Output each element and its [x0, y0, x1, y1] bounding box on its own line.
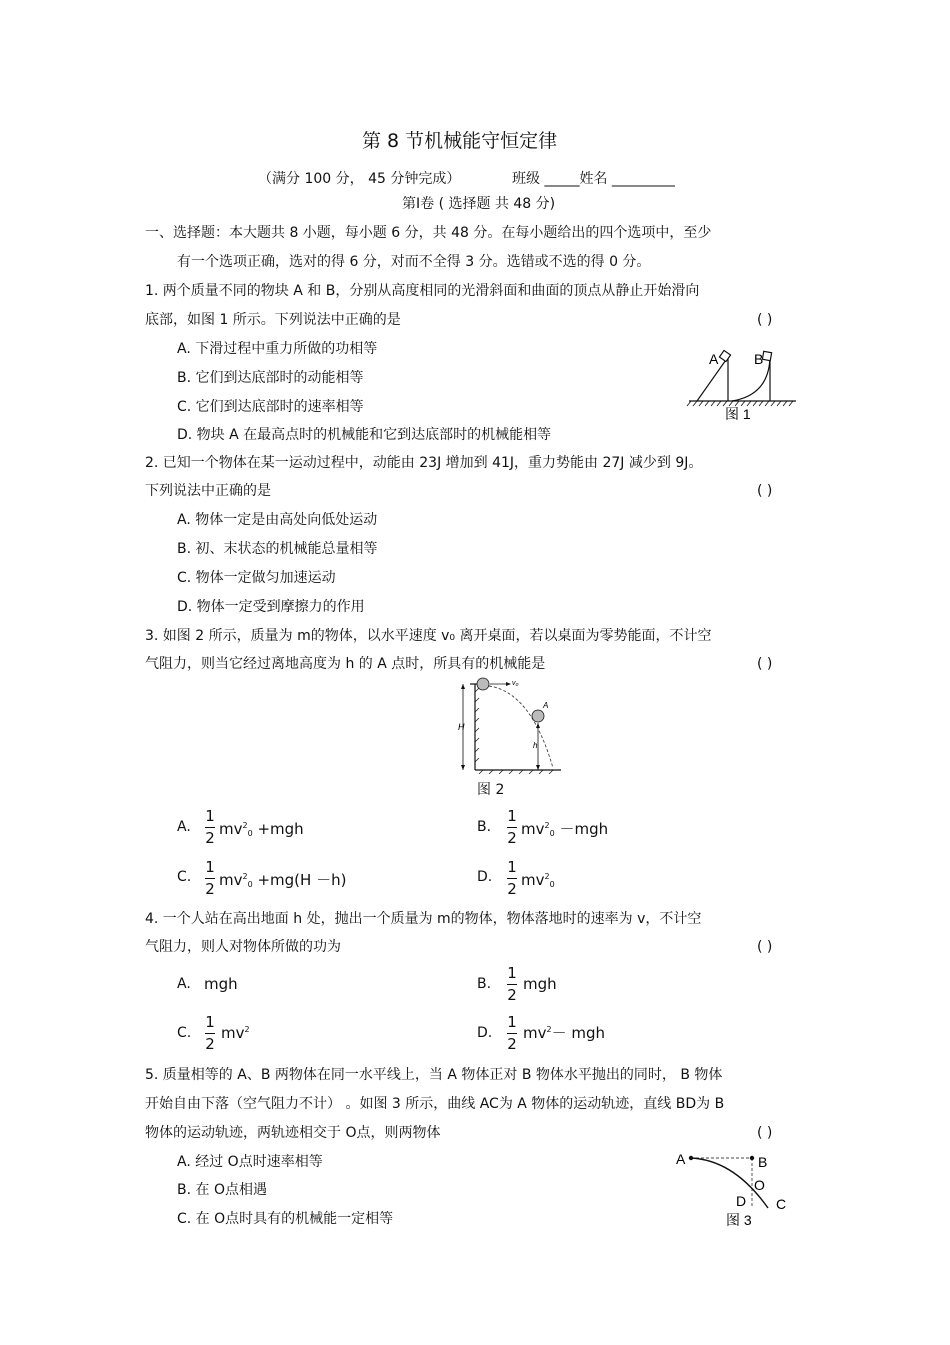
figure-3-trajectories — [672, 1148, 792, 1232]
q5-option-a: A. 经过 O点时速率相等 — [177, 1154, 323, 1170]
section-intro-line2: 有一个选项正确，选对的得 6 分，对而不全得 3 分。选错或不选的得 0 分。 — [177, 254, 651, 270]
q4-option-a-expression: mgh — [204, 975, 238, 993]
q4-option-c-letter: C. — [177, 1025, 192, 1041]
fig3-label-a: A — [676, 1151, 686, 1167]
q1-option-b: B. 它们到达底部时的动能相等 — [177, 370, 364, 386]
q5-stem-line3: 物体的运动轨迹，两轨迹相交于 O点，则两物体 — [145, 1125, 441, 1141]
q3-option-b-expression: $mv^2_0 -mgh$ — [521, 820, 609, 838]
q4-stem-line2: 气阻力，则人对物体所做的功为 — [145, 939, 341, 955]
q3-option-b-letter: B. — [477, 819, 492, 835]
fig2-label-a: A — [543, 701, 549, 710]
q3-option-c-fraction — [205, 860, 215, 897]
fig2-wall-hatch — [475, 688, 479, 762]
q2-stem-line1: 2. 已知一个物体在某一运动过程中，动能由 23J 增加到 41J，重力势能由 27J 减少到 9J。 — [145, 455, 703, 471]
q4-option-d-fraction — [507, 1015, 517, 1052]
figure-2-projectile-off-table — [455, 672, 565, 774]
fig1-block-a — [719, 350, 730, 361]
class-name-field: 班级 _____姓名 _________ — [512, 171, 675, 187]
q2-answer-bracket: ( ) — [757, 483, 773, 499]
q1-stem-line1: 1. 两个质量不同的物块 A 和 B，分别从高度相同的光滑斜面和曲面的顶点从静止开始滑向 — [145, 283, 700, 299]
q3-stem-line1: 3. 如图 2 所示，质量为 m的物体，以水平速度 v₀ 离开桌面，若以桌面为零势能面，不计空 — [145, 628, 712, 644]
q3-stem-line2: 气阻力，则当它经过离地高度为 h 的 A 点时，所具有的机械能是 — [145, 656, 546, 672]
fig1-caption: 图 1 — [725, 406, 751, 422]
q5-stem-line2: 开始自由下落（空气阻力不计） 。如图 3 所示，曲线 AC为 A 物体的运动轨迹，直线 BD为 B — [145, 1096, 725, 1112]
q3-option-a-denominator: 2 — [205, 829, 215, 847]
q4-option-d-numerator: 1 — [507, 1013, 517, 1031]
fig3-point-a — [689, 1156, 693, 1160]
q3-option-d-expression: $mv^2_0$ — [521, 871, 555, 889]
fig2-label-H: H — [458, 722, 465, 732]
q5-stem-line1: 5. 质量相等的 A、B 两物体在同一水平线上，当 A 物体正对 B 物体水平抛出的同时， B 物体 — [145, 1067, 723, 1083]
q1-stem-line2: 底部，如图 1 所示。下列说法中正确的是 — [145, 312, 401, 328]
q3-option-d-numerator: 1 — [507, 858, 517, 876]
q3-option-b-denominator: 2 — [507, 829, 517, 847]
q3-option-a-fraction — [205, 809, 215, 846]
q1-option-a: A. 下滑过程中重力所做的功相等 — [177, 341, 378, 357]
fig2-label-v0: v₀ — [512, 680, 519, 687]
fig2-ball-a — [532, 710, 544, 722]
q3-option-c-numerator: 1 — [205, 858, 215, 876]
q5-answer-bracket: ( ) — [757, 1125, 773, 1141]
q4-stem-line1: 4. 一个人站在高出地面 h 处，抛出一个质量为 m的物体，物体落地时的速率为 v，不计空 — [145, 911, 702, 927]
fig1-label-b: B — [754, 351, 764, 367]
q4-option-c-denominator: 2 — [205, 1035, 215, 1053]
q3-option-d-fraction — [507, 860, 517, 897]
q4-answer-bracket: ( ) — [757, 939, 773, 955]
fig2-trajectory — [489, 686, 553, 768]
q2-option-d: D. 物体一定受到摩擦力的作用 — [177, 599, 365, 615]
q3-answer-bracket: ( ) — [757, 656, 773, 672]
q2-option-b: B. 初、末状态的机械能总量相等 — [177, 541, 378, 557]
q2-stem-line2: 下列说法中正确的是 — [145, 483, 271, 499]
fig1-curve — [732, 357, 770, 401]
q4-option-b-letter: B. — [477, 976, 492, 992]
fig3-label-c: C — [776, 1196, 787, 1212]
q5-option-c: C. 在 O点时具有的机械能一定相等 — [177, 1211, 394, 1227]
fig3-label-d: D — [736, 1193, 747, 1209]
q4-option-b-numerator: 1 — [507, 964, 517, 982]
page-title: 第 8 节机械能守恒定律 — [362, 130, 558, 152]
fig3-label-b: B — [758, 1154, 768, 1170]
score-info: （满分 100 分， 45 分钟完成） — [258, 171, 461, 187]
q1-answer-bracket: ( ) — [757, 312, 773, 328]
q5-option-b: B. 在 O点相遇 — [177, 1182, 267, 1198]
q3-option-b-numerator: 1 — [507, 807, 517, 825]
fig3-label-o: O — [754, 1177, 765, 1193]
q4-option-b-denominator: 2 — [507, 986, 517, 1004]
q4-option-a-letter: A. — [177, 976, 191, 992]
q3-option-c-denominator: 2 — [205, 880, 215, 898]
q4-option-c-fraction — [205, 1015, 215, 1052]
q1-option-d: D. 物块 A 在最高点时的机械能和它到达底部时的机械能相等 — [177, 427, 552, 443]
q1-option-c: C. 它们到达底部时的速率相等 — [177, 399, 364, 415]
fig3-point-b — [750, 1156, 754, 1160]
q4-option-d-expression: $mv^2-$ mgh — [523, 1024, 606, 1042]
fig2-label-h: h — [533, 741, 538, 750]
fig2-ball-start — [477, 678, 489, 690]
q2-option-a: A. 物体一定是由高处向低处运动 — [177, 512, 378, 528]
figure-2-caption: 图 2 — [477, 782, 505, 798]
q4-option-d-letter: D. — [477, 1025, 493, 1041]
q4-option-c-numerator: 1 — [205, 1013, 215, 1031]
q3-option-c-expression: $mv^2_0 +mg(H -h)$ — [219, 871, 347, 889]
q4-option-d-denominator: 2 — [507, 1035, 517, 1053]
figure-1-incline-and-curve — [685, 345, 800, 425]
part-title: 第Ⅰ卷 ( 选择题 共 48 分) — [402, 196, 556, 212]
q3-option-c-letter: C. — [177, 869, 192, 885]
q3-option-d-denominator: 2 — [507, 880, 517, 898]
q4-option-b-expression: mgh — [523, 975, 557, 993]
fig1-label-a: A — [709, 351, 719, 367]
q4-option-c-expression: $mv^2$ — [221, 1024, 250, 1042]
q2-option-c: C. 物体一定做匀加速运动 — [177, 570, 336, 586]
fig3-caption: 图 3 — [726, 1212, 752, 1228]
q3-option-d-letter: D. — [477, 869, 493, 885]
q3-option-b-fraction — [507, 809, 517, 846]
section-intro-line1: 一、选择题：本大题共 8 小题，每小题 6 分，共 48 分。在每小题给出的四个选项中，至少 — [145, 225, 712, 241]
fig1-block-b — [762, 351, 771, 360]
q3-option-a-numerator: 1 — [205, 807, 215, 825]
q4-option-b-fraction — [507, 966, 517, 1003]
q3-option-a-letter: A. — [177, 819, 191, 835]
q3-option-a-expression: $mv^2_0 +mgh$ — [219, 820, 304, 838]
